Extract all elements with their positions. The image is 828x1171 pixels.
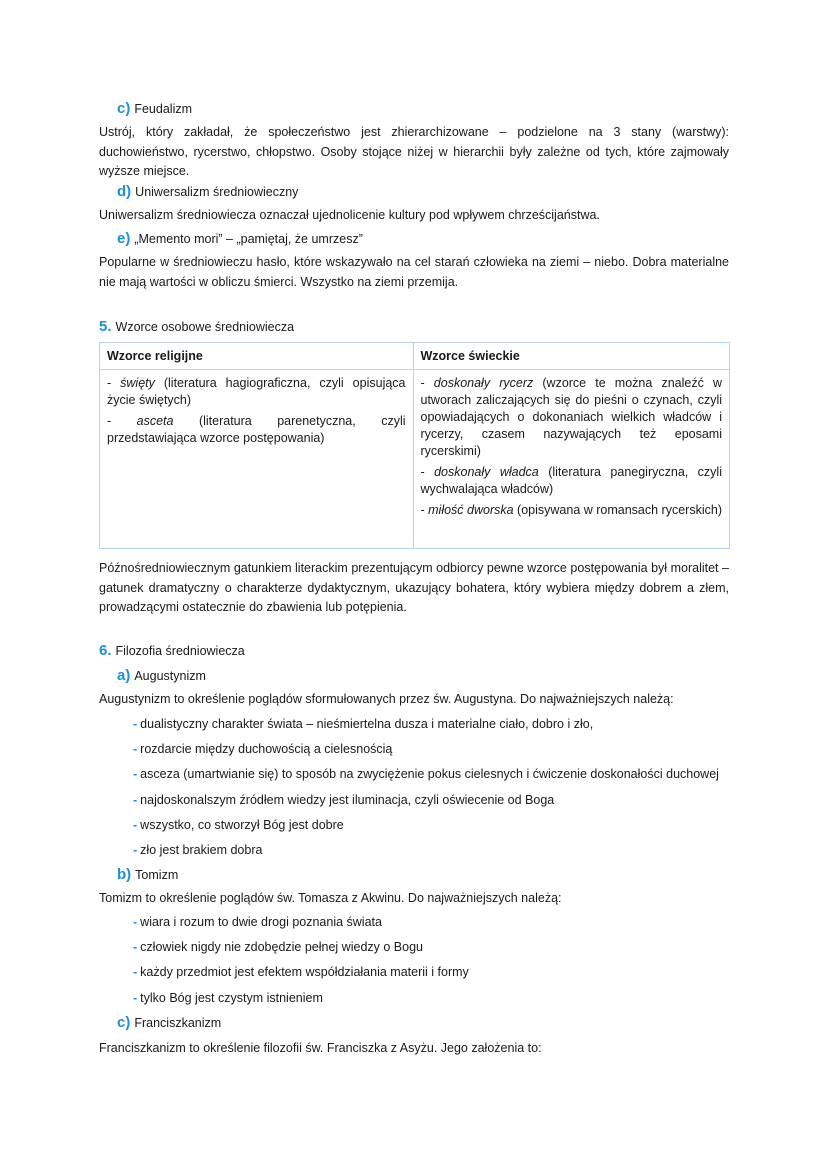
list-item: - doskonały rycerz (wzorce te można znaleźć w utworach zaliczających się do pieśni o czynach, czyli opowiadających o dokonaniach wielkich władców i rycerzy, czasem nazywających też eposami rycerskimi) <box>420 376 722 458</box>
paragraph-franciszkanizm-intro: Franciszkanizm to określenie filozofii św. Franciszka z Asyżu. Jego założenia to: <box>99 1041 542 1055</box>
list-item: - rozdarcie między duchowością a cielesnością <box>133 742 393 757</box>
paragraph-memento-mori: Popularne w średniowieczu hasło, które wskazywało na cel starań człowieka na ziemi – niebo. Dobra materialne nie mają wartości w obliczu śmierci. Wszystko na ziemi przemija. <box>99 255 729 289</box>
heading-uniwersalizm <box>117 183 298 201</box>
list-item: - asceza (umartwianie się) to sposób na zwyciężenie pokus cielesnych i ćwiczenie doskonałości duchowej <box>133 767 719 782</box>
list-item: - dualistyczny charakter świata – nieśmiertelna dusza i materialne ciało, dobro i zło, <box>133 717 594 731</box>
section-title: Filozofia średniowiecza <box>115 644 245 658</box>
table-header-row <box>100 343 730 370</box>
list-item: - wszystko, co stworzył Bóg jest dobre <box>133 817 344 832</box>
cell-religious <box>100 370 414 549</box>
heading-letter: c) <box>117 100 131 117</box>
header-secular: Wzorce świeckie <box>413 343 730 370</box>
list-item: - święty (literatura hagiograficzna, czyli opisująca życie świętych) <box>107 376 406 407</box>
heading-letter: d) <box>117 183 132 200</box>
heading-feudalizm <box>117 100 192 118</box>
list-item: - najdoskonalszym źródłem wiedzy jest iluminacja, czyli oświecenie od Boga <box>133 792 555 807</box>
heading-title: Feudalizm <box>134 102 193 116</box>
list-item: - asceta (literatura parenetyczna, czyli przedstawiająca wzorce postępowania) <box>107 414 406 445</box>
augustynizm-list <box>133 716 719 867</box>
heading-tomizm <box>117 866 178 884</box>
heading-title: Augustynizm <box>134 669 206 683</box>
heading-memento-mori <box>117 230 363 248</box>
heading-letter: a) <box>117 667 131 684</box>
section-number: 5. <box>99 318 112 335</box>
list-item: - każdy przedmiot jest efektem współdziałania materii i formy <box>133 965 469 980</box>
section-title: Wzorce osobowe średniowiecza <box>115 320 295 334</box>
heading-title: „Memento mori” – „pamiętaj, że umrzesz” <box>134 232 363 246</box>
heading-augustynizm <box>117 667 206 685</box>
section-number: 6. <box>99 642 112 659</box>
heading-letter: e) <box>117 230 131 247</box>
cell-secular <box>413 370 730 549</box>
paragraph-tomizm-intro: Tomizm to określenie poglądów św. Tomasza z Akwinu. Do najważniejszych należą: <box>99 891 562 905</box>
heading-title: Tomizm <box>135 868 179 882</box>
heading-franciszkanizm <box>117 1014 221 1032</box>
heading-title: Uniwersalizm średniowieczny <box>135 185 299 199</box>
table-row <box>100 370 730 549</box>
heading-title: Franciszkanizm <box>134 1016 222 1030</box>
paragraph-moralitet: Późnośredniowiecznym gatunkiem literackim prezentującym odbiorcy pewne wzorce postępowania był moralitet – gatunek dramatyczny o charakterze dydaktycznym, ukazujący bohatera, który wybiera między dobrem a złem, prowadzącymi ostatecznie do zbawienia lub potępienia. <box>99 561 729 614</box>
heading-letter: c) <box>117 1014 131 1031</box>
list-item: - miłość dworska (opisywana w romansach rycerskich) <box>420 503 722 517</box>
section-6-heading <box>99 642 245 660</box>
list-item: - człowiek nigdy nie zdobędzie pełnej wiedzy o Bogu <box>133 940 423 955</box>
list-item: - doskonały władca (literatura panegiryczna, czyli wychwalająca władców) <box>420 465 722 496</box>
paragraph-uniwersalizm: Uniwersalizm średniowiecza oznaczał ujednolicenie kultury pod wpływem chrześcijaństwa. <box>99 208 600 222</box>
paragraph-feudalizm: Ustrój, który zakładał, że społeczeństwo jest zhierarchizowane – podzielone na 3 stany (warstwy): duchowieństwo, rycerstwo, chłopstwo. Osoby stojące niżej w hierarchii były zależne od tych, które zajmowały wyższe miejsce. <box>99 125 729 178</box>
list-item: - wiara i rozum to dwie drogi poznania świata <box>133 915 382 929</box>
heading-letter: b) <box>117 866 132 883</box>
paragraph-augustynizm-intro: Augustynizm to określenie poglądów sformułowanych przez św. Augustyna. Do najważniejszych należą: <box>99 692 674 706</box>
list-item: - tylko Bóg jest czystym istnieniem <box>133 990 323 1005</box>
tomizm-list <box>133 914 469 1015</box>
section-5-heading <box>99 318 294 336</box>
header-religious: Wzorce religijne <box>100 343 414 370</box>
list-item: - zło jest brakiem dobra <box>133 842 263 857</box>
personal-models-table <box>99 342 730 549</box>
